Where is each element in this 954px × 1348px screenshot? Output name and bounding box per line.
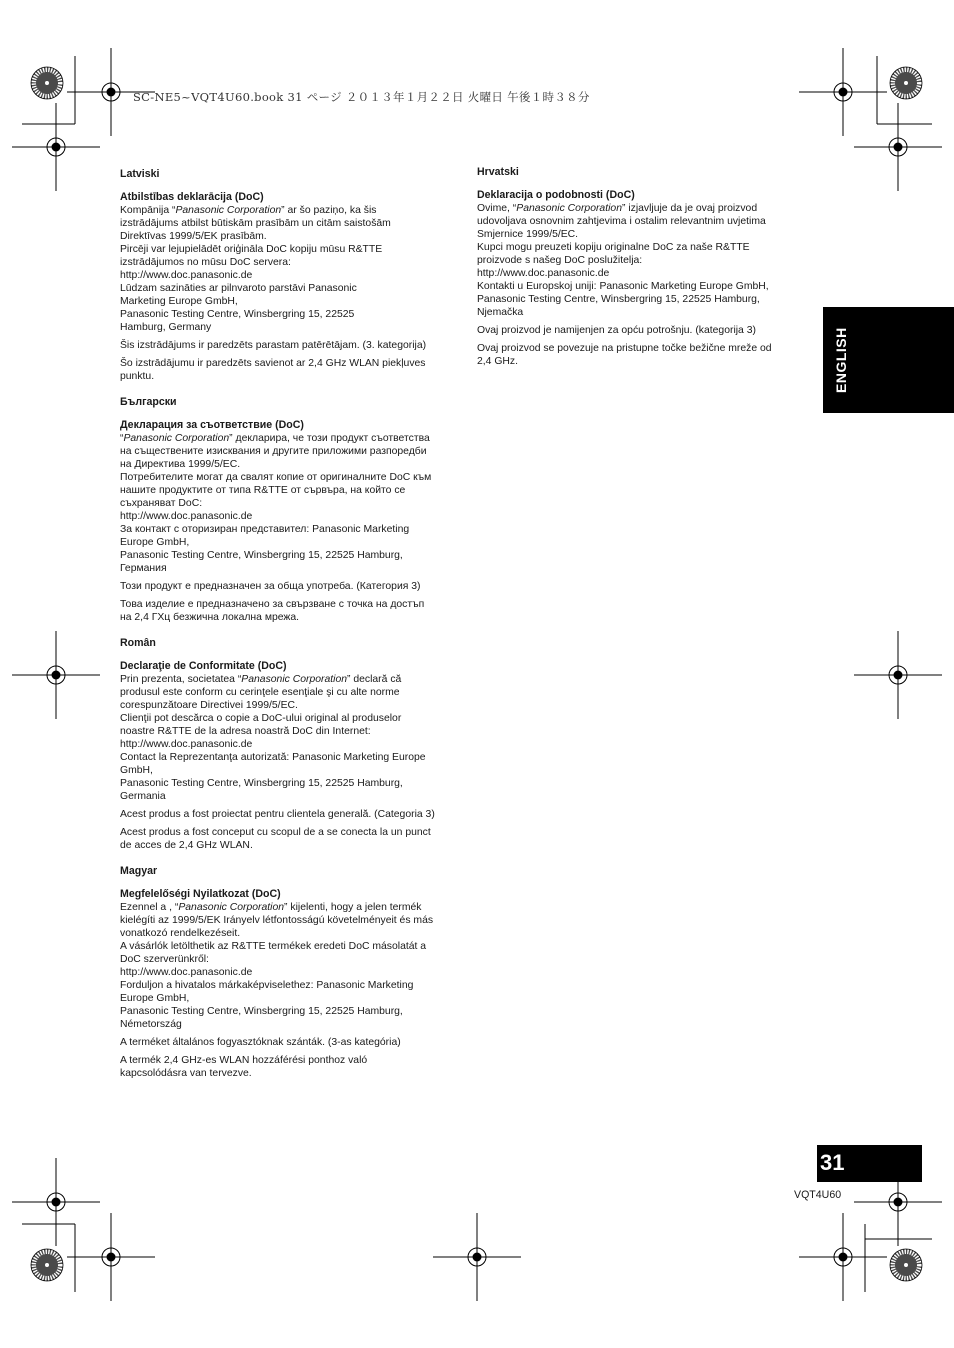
language-section <box>477 166 802 368</box>
paragraph <box>120 808 465 821</box>
text-line: Lūdzam sazināties ar pilnvaroto parstāvi Panasonic <box>120 283 357 294</box>
english-tab <box>823 307 954 413</box>
text-line: Panasonic Testing Centre, Winsbergring 15, 22525 Hamburg, <box>120 550 403 561</box>
text-line: Това изделие е предназначено за свързване с точка на достъп <box>120 599 425 610</box>
paragraph <box>120 598 465 624</box>
paragraph <box>120 901 465 1031</box>
text-line: Forduljon a hivatalos márkaképviselethez: Panasonic Marketing <box>120 980 414 991</box>
text-line: kielégíti az 1999/5/EK Irányelv létfontosságú követelményeit és más <box>120 915 434 926</box>
paragraph <box>477 324 802 337</box>
text-line: produsul este conform cu cerinţele esenţiale şi cu alte norme <box>120 687 400 698</box>
text-line: vonatkozó rendelkezéseit. <box>120 928 241 939</box>
text-line: Šis izstrādājums ir paredzēts parastam patērētājam. (3. kategorija) <box>120 340 427 351</box>
text-line: Acest produs a fost proiectat pentru clientela generală. (Categoria 3) <box>120 809 435 820</box>
text-line: http://www.doc.panasonic.de <box>120 739 253 750</box>
paragraph <box>120 339 465 352</box>
left-column <box>120 168 465 1093</box>
text-line: Clienţii pot descărca o copie a DoC-ului original al produselor <box>120 713 402 724</box>
running-header: SC-NE5~VQT4U60.book 31 ページ ２０１３年１月２２日 火曜日 午後１時３８分 <box>133 90 590 104</box>
text-line: Kompānija “Panasonic Corporation” ar šo paziņo, ka šis <box>120 205 377 216</box>
paragraph <box>120 432 465 575</box>
text-line: Ovaj proizvod je namijenjen za opću potrošnju. (kategorija 3) <box>477 325 756 336</box>
text-line: http://www.doc.panasonic.de <box>477 268 610 279</box>
language-title: Български <box>120 396 177 408</box>
language-section <box>120 168 465 383</box>
corner-star-mark <box>31 1249 63 1281</box>
paragraph <box>477 202 802 319</box>
language-title: Român <box>120 637 156 649</box>
text-line: Europe GmbH, <box>120 537 190 548</box>
crosshair-mark <box>433 1213 521 1301</box>
text-line: udovoljava osnovnim zahtjevima i ostalim relevantnim uvjetima <box>477 216 766 227</box>
crosshair-mark <box>12 631 100 719</box>
text-line: Contact la Reprezentanţa autorizată: Panasonic Marketing Europe <box>120 752 426 763</box>
english-tab-label: ENGLISH <box>833 327 849 393</box>
language-section <box>120 396 465 624</box>
text-line: Германия <box>120 563 167 574</box>
doc-heading: Deklaracija o podobnosti (DoC) <box>477 189 635 201</box>
paragraph <box>120 1054 465 1080</box>
text-line: на Директива 1999/5/ЕС. <box>120 459 241 470</box>
text-line: За контакт с оторизиран представител: Panasonic Marketing <box>120 524 410 535</box>
text-line: Kontakti u Europskoj uniji: Panasonic Marketing Europe GmbH, <box>477 281 769 292</box>
page-number: 31 <box>820 1150 845 1175</box>
paragraph <box>120 1036 465 1049</box>
text-line: Panasonic Testing Centre, Winsbergring 15, 22525 <box>120 309 355 320</box>
model-code: VQT4U60 <box>794 1189 842 1201</box>
text-line: noastre R&TTE de la adresa noastră DoC din Internet: <box>120 726 371 737</box>
language-title: Latviski <box>120 168 160 180</box>
language-title: Hrvatski <box>477 166 519 178</box>
text-line: на съществените изисквания и другите приложими разпоредби <box>120 446 427 457</box>
doc-heading: Atbilstības deklarācija (DoC) <box>120 191 264 203</box>
page-number-box <box>817 1145 922 1182</box>
language-section <box>120 865 465 1080</box>
text-line: Šo izstrādājumu ir paredzēts savienot ar 2,4 GHz WLAN piekļuves <box>120 358 426 369</box>
text-line: Marketing Europe GmbH, <box>120 296 238 307</box>
crosshair-mark <box>854 631 942 719</box>
text-line: Panasonic Testing Centre, Winsbergring 15, 22525 Hamburg, <box>120 1006 403 1017</box>
text-line: corespunzătoare Directivei 1999/5/EC. <box>120 700 298 711</box>
corner-star-mark <box>31 67 63 99</box>
text-line: Kupci mogu preuzeti kopiju originalne DoC za naše R&TTE <box>477 242 750 253</box>
paragraph <box>477 342 802 368</box>
text-line: Europe GmbH, <box>120 993 190 1004</box>
crosshair-mark <box>799 1213 887 1301</box>
text-line: http://www.doc.panasonic.de <box>120 967 253 978</box>
language-title: Magyar <box>120 865 158 877</box>
text-line: Ezennel a , “Panasonic Corporation” kijelenti, hogy a jelen termék <box>120 902 422 913</box>
right-column <box>477 166 802 381</box>
text-line: Prin prezenta, societatea “Panasonic Corporation” declară că <box>120 674 402 685</box>
text-line: Panasonic Testing Centre, Winsbergring 15, 22525 Hamburg, <box>477 294 760 305</box>
text-line: нашите продуктите от типа R&TTE от сървъра, на който се <box>120 485 406 496</box>
text-line: съхраняват DoC: <box>120 498 203 509</box>
text-line: Hamburg, Germany <box>120 322 212 333</box>
text-line: Потребителите могат да свалят копие от оригиналните DoC към <box>120 472 432 483</box>
doc-heading: Megfelelőségi Nyilatkozat (DoC) <box>120 888 281 900</box>
corner-star-mark <box>890 67 922 99</box>
crosshair-mark <box>67 1213 155 1301</box>
text-line: Този продукт е предназначен за обща употреба. (Категория 3) <box>120 581 421 592</box>
text-line: “Panasonic Corporation” декларира, че този продукт съответства <box>120 433 430 444</box>
text-line: Germania <box>120 791 166 802</box>
text-line: Acest produs a fost conceput cu scopul de a se conecta la un punct <box>120 827 431 838</box>
text-line: GmbH, <box>120 765 153 776</box>
text-line: 2,4 GHz. <box>477 356 518 367</box>
text-line: Panasonic Testing Centre, Winsbergring 15, 22525 Hamburg, <box>120 778 403 789</box>
text-line: Ovime, “Panasonic Corporation” izjavljuje da je ovaj proizvod <box>477 203 758 214</box>
crosshair-mark <box>12 103 100 191</box>
text-line: Direktīvas 1999/5/EK prasībām. <box>120 231 267 242</box>
paragraph <box>120 826 465 852</box>
text-line: Pircēji var lejupielādēt oriģināla DoC kopiju mūsu R&TTE <box>120 244 383 255</box>
text-line: Smjernice 1999/5/EC. <box>477 229 579 240</box>
text-line: punktu. <box>120 371 155 382</box>
text-line: Ovaj proizvod se povezuje na pristupne točke bežične mreže od <box>477 343 772 354</box>
text-line: de acces de 2,4 GHz WLAN. <box>120 840 253 851</box>
text-line: на 2,4 ГХц безжична локална мрежа. <box>120 612 300 623</box>
paragraph <box>120 580 465 593</box>
crosshair-mark <box>12 1158 100 1246</box>
text-line: proizvode s našeg DoC poslužitelja: <box>477 255 643 266</box>
text-line: A vásárlók letölthetik az R&TTE termékek eredeti DoC másolatát a <box>120 941 427 952</box>
paragraph <box>120 673 465 803</box>
paragraph <box>120 357 465 383</box>
text-line: http://www.doc.panasonic.de <box>120 270 253 281</box>
crosshair-mark <box>799 48 887 136</box>
crosshair-mark <box>854 103 942 191</box>
text-line: kapcsolódásra van tervezve. <box>120 1068 252 1079</box>
text-line: A terméket általános fogyasztóknak szánták. (3-as kategória) <box>120 1037 401 1048</box>
text-line: Németország <box>120 1019 182 1030</box>
doc-heading: Declaraţie de Conformitate (DoC) <box>120 660 287 672</box>
text-line: A termék 2,4 GHz-es WLAN hozzáférési ponthoz való <box>120 1055 368 1066</box>
text-line: http://www.doc.panasonic.de <box>120 511 253 522</box>
text-line: Njemačka <box>477 307 524 318</box>
text-line: DoC szerverünkről: <box>120 954 209 965</box>
text-line: izstrādājums atbilst būtiskām prasībām un citām saistošām <box>120 218 391 229</box>
corner-star-mark <box>890 1249 922 1281</box>
text-line: izstrādājumos no mūsu DoC servera: <box>120 257 291 268</box>
paragraph <box>120 204 465 334</box>
doc-heading: Декларация за съответствие (DoC) <box>120 419 304 431</box>
language-section <box>120 637 465 852</box>
